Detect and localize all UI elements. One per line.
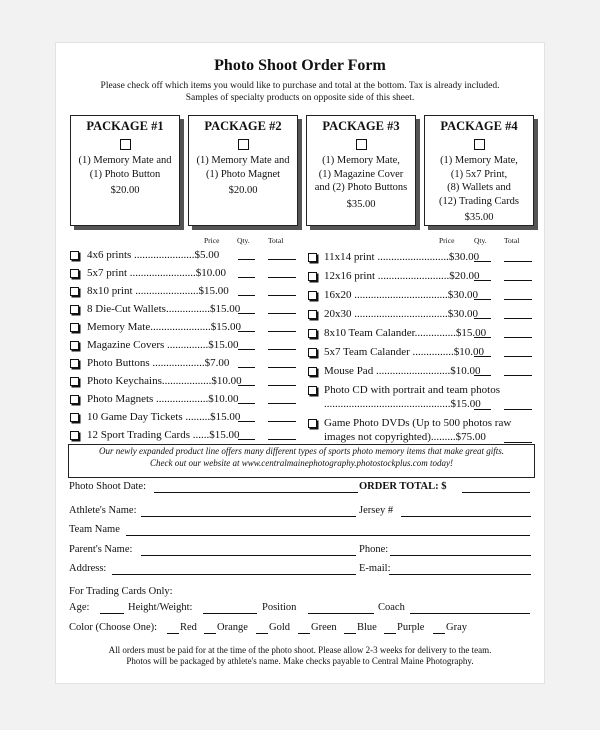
address-label: Address: xyxy=(69,563,107,574)
package-checkbox[interactable] xyxy=(474,139,485,150)
item-label: 11x14 print ..........................$30.00 xyxy=(324,251,480,263)
qty-blank[interactable] xyxy=(238,295,255,296)
item-checkbox[interactable] xyxy=(70,395,79,404)
email-field[interactable] xyxy=(389,574,531,575)
address-field[interactable] xyxy=(112,574,356,575)
item-label-cont: ..............................................$15.00 xyxy=(324,398,481,410)
item-checkbox[interactable] xyxy=(70,305,79,314)
order-total-field[interactable] xyxy=(462,492,530,493)
item-checkbox[interactable] xyxy=(308,419,317,428)
package-title: PACKAGE #3 xyxy=(322,119,400,133)
item-checkbox[interactable] xyxy=(70,287,79,296)
total-blank[interactable] xyxy=(504,356,532,357)
item-label: 16x20 ..................................$30.00 xyxy=(324,289,478,301)
item-label: 4x6 prints ......................$5.00 xyxy=(87,249,220,261)
total-blank[interactable] xyxy=(268,349,296,350)
jersey-field[interactable] xyxy=(401,516,531,517)
qty-blank[interactable] xyxy=(474,261,491,262)
package-title: PACKAGE #1 xyxy=(86,119,164,133)
item-checkbox[interactable] xyxy=(70,341,79,350)
item-label: 5x7 Team Calander ...............$10.00 xyxy=(324,346,485,358)
trading-cards-heading: For Trading Cards Only: xyxy=(69,586,173,597)
color-choice-label: Color (Choose One): xyxy=(69,622,158,633)
item-checkbox[interactable] xyxy=(308,291,317,300)
col-header-qty: Qty. xyxy=(474,236,487,245)
photo-shoot-date-label: Photo Shoot Date: xyxy=(69,481,147,492)
item-checkbox[interactable] xyxy=(70,431,79,440)
item-checkbox[interactable] xyxy=(308,253,317,262)
qty-blank[interactable] xyxy=(238,313,255,314)
coach-label: Coach xyxy=(378,602,405,613)
item-label: Game Photo DVDs (Up to 500 photos raw xyxy=(324,417,512,429)
total-blank[interactable] xyxy=(504,337,532,338)
color-green: Green xyxy=(311,622,337,633)
color-blue-blank[interactable] xyxy=(344,633,356,634)
total-blank[interactable] xyxy=(268,295,296,296)
color-blue: Blue xyxy=(357,622,377,633)
color-orange: Orange xyxy=(217,622,248,633)
package-items: (1) Memory Mate and (1) Photo Button xyxy=(78,155,172,180)
color-purple: Purple xyxy=(397,622,425,633)
total-blank[interactable] xyxy=(268,421,296,422)
qty-blank[interactable] xyxy=(238,403,255,404)
athlete-name-label: Athlete's Name: xyxy=(69,505,137,516)
photo-shoot-date-field[interactable] xyxy=(154,492,358,493)
total-blank[interactable] xyxy=(268,331,296,332)
qty-blank[interactable] xyxy=(238,331,255,332)
col-header-price: Price xyxy=(204,236,220,245)
total-blank[interactable] xyxy=(268,439,296,440)
package-items: (1) Memory Mate and (1) Photo Magnet xyxy=(196,155,290,180)
color-orange-blank[interactable] xyxy=(204,633,216,634)
qty-blank[interactable] xyxy=(238,439,255,440)
qty-blank[interactable] xyxy=(474,356,491,357)
package-2-card xyxy=(188,115,298,226)
item-label: 8 Die-Cut Wallets................$15.00 xyxy=(87,303,241,315)
item-label: 8x10 Team Calander...............$15.00 xyxy=(324,327,487,339)
team-name-field[interactable] xyxy=(126,535,530,536)
color-gray: Gray xyxy=(446,622,467,633)
item-label: 12 Sport Trading Cards ......$15.00 xyxy=(87,429,240,441)
color-red-blank[interactable] xyxy=(167,633,179,634)
height-weight-label: Height/Weight: xyxy=(128,602,193,613)
total-blank[interactable] xyxy=(268,367,296,368)
qty-blank[interactable] xyxy=(474,409,491,410)
form-title: Photo Shoot Order Form xyxy=(214,57,386,74)
qty-blank[interactable] xyxy=(238,349,255,350)
item-label: Photo Keychains..................$10.00 xyxy=(87,375,242,387)
promo-box xyxy=(68,444,535,478)
col-header-total: Total xyxy=(504,236,520,245)
age-label: Age: xyxy=(69,602,90,613)
item-checkbox[interactable] xyxy=(308,329,317,338)
total-blank[interactable] xyxy=(268,259,296,260)
total-blank[interactable] xyxy=(268,403,296,404)
item-label: 12x16 print ..........................$20.00 xyxy=(324,270,480,282)
phone-field[interactable] xyxy=(390,555,531,556)
package-price: $35.00 xyxy=(346,198,376,210)
phone-label: Phone: xyxy=(359,544,389,555)
package-title: PACKAGE #4 xyxy=(440,119,518,133)
item-label: 5x7 print ........................$10.00 xyxy=(87,267,227,279)
total-blank[interactable] xyxy=(504,409,532,410)
item-label: Magazine Covers ...............$15.00 xyxy=(87,339,239,351)
item-checkbox[interactable] xyxy=(70,269,79,278)
footer-line-2: Photos will be packaged by athlete's name. Make checks payable to Central Maine Photography. xyxy=(126,656,474,666)
item-checkbox[interactable] xyxy=(70,323,79,332)
total-blank[interactable] xyxy=(268,313,296,314)
email-label: E-mail: xyxy=(359,563,391,574)
total-blank[interactable] xyxy=(504,442,532,443)
qty-blank[interactable] xyxy=(474,318,491,319)
jersey-label: Jersey # xyxy=(359,505,394,516)
package-checkbox[interactable] xyxy=(120,139,131,150)
intro-line-1: Please check off which items you would like to purchase and total at the bottom. Tax is already included. xyxy=(100,81,500,91)
total-blank[interactable] xyxy=(504,280,532,281)
qty-blank[interactable] xyxy=(474,375,491,376)
color-gold-blank[interactable] xyxy=(256,633,268,634)
qty-blank[interactable] xyxy=(238,385,255,386)
item-checkbox[interactable] xyxy=(70,359,79,368)
team-name-label: Team Name xyxy=(69,524,120,535)
package-checkbox[interactable] xyxy=(356,139,367,150)
qty-blank[interactable] xyxy=(474,337,491,338)
col-header-price: Price xyxy=(439,236,455,245)
package-4-card xyxy=(424,115,534,226)
intro-line-2: Samples of specialty products on opposite side of this sheet. xyxy=(185,93,415,103)
package-price: $20.00 xyxy=(110,185,140,196)
item-checkbox[interactable] xyxy=(308,348,317,357)
package-title: PACKAGE #2 xyxy=(204,119,282,133)
qty-blank[interactable] xyxy=(238,259,255,260)
parent-name-field[interactable] xyxy=(141,555,356,556)
item-label: Memory Mate......................$15.00 xyxy=(87,321,241,333)
col-header-qty: Qty. xyxy=(237,236,250,245)
item-label-cont: images not copyrighted).........$75.00 xyxy=(324,431,486,443)
color-purple-blank[interactable] xyxy=(384,633,396,634)
total-blank[interactable] xyxy=(504,299,532,300)
height-weight-field[interactable] xyxy=(203,613,257,614)
order-form-sheet xyxy=(55,42,545,684)
total-blank[interactable] xyxy=(268,385,296,386)
position-field[interactable] xyxy=(308,613,374,614)
package-1-card xyxy=(70,115,180,226)
color-gold: Gold xyxy=(269,622,290,633)
item-label: 20x30 ..................................$30.00 xyxy=(324,308,478,320)
total-blank[interactable] xyxy=(504,318,532,319)
package-items: (1) Memory Mate, (1) Magazine Cover and (2) Photo Buttons xyxy=(314,155,408,193)
qty-blank[interactable] xyxy=(474,299,491,300)
qty-blank[interactable] xyxy=(238,367,255,368)
item-label: Photo CD with portrait and team photos xyxy=(324,384,500,396)
color-red: Red xyxy=(180,622,197,633)
package-price: $35.00 xyxy=(464,212,494,223)
package-price: $20.00 xyxy=(228,185,258,196)
col-header-total: Total xyxy=(268,236,284,245)
package-items: (1) Memory Mate, (1) 5x7 Print, (8) Wallets and (12) Trading Cards xyxy=(439,155,519,207)
item-label: 10 Game Day Tickets .........$15.00 xyxy=(87,411,241,423)
total-blank[interactable] xyxy=(504,261,532,262)
order-total-label: ORDER TOTAL: $ xyxy=(359,481,447,492)
position-label: Position xyxy=(262,602,297,613)
athlete-name-field[interactable] xyxy=(141,516,356,517)
item-checkbox[interactable] xyxy=(70,251,79,260)
item-label: Mouse Pad ...........................$10.00 xyxy=(324,365,481,377)
item-label: Photo Magnets ...................$10.00 xyxy=(87,393,239,405)
color-gray-blank[interactable] xyxy=(433,633,445,634)
item-checkbox[interactable] xyxy=(308,386,317,395)
item-label: 8x10 print .......................$15.00 xyxy=(87,285,229,297)
parent-name-label: Parent's Name: xyxy=(69,544,133,555)
item-checkbox[interactable] xyxy=(70,377,79,386)
item-checkbox[interactable] xyxy=(70,413,79,422)
item-checkbox[interactable] xyxy=(308,272,317,281)
item-checkbox[interactable] xyxy=(308,367,317,376)
package-3-card xyxy=(306,115,416,226)
qty-blank[interactable] xyxy=(238,277,255,278)
promo-line-2: Check out our website at www.centralmainephotography.photostockplus.com today! xyxy=(149,458,454,468)
coach-field[interactable] xyxy=(410,613,530,614)
qty-blank[interactable] xyxy=(238,421,255,422)
age-field[interactable] xyxy=(100,613,124,614)
footer-line-1: All orders must be paid for at the time of the photo shoot. Please allow 2-3 weeks for delivery to the team. xyxy=(108,645,492,655)
total-blank[interactable] xyxy=(504,375,532,376)
package-checkbox[interactable] xyxy=(238,139,249,150)
item-checkbox[interactable] xyxy=(308,310,317,319)
item-label: Photo Buttons ...................$7.00 xyxy=(87,357,230,369)
promo-line-1: Our newly expanded product line offers many different types of sports photo memory items that make great gifts. xyxy=(99,446,504,456)
qty-blank[interactable] xyxy=(474,280,491,281)
total-blank[interactable] xyxy=(268,277,296,278)
color-green-blank[interactable] xyxy=(298,633,310,634)
